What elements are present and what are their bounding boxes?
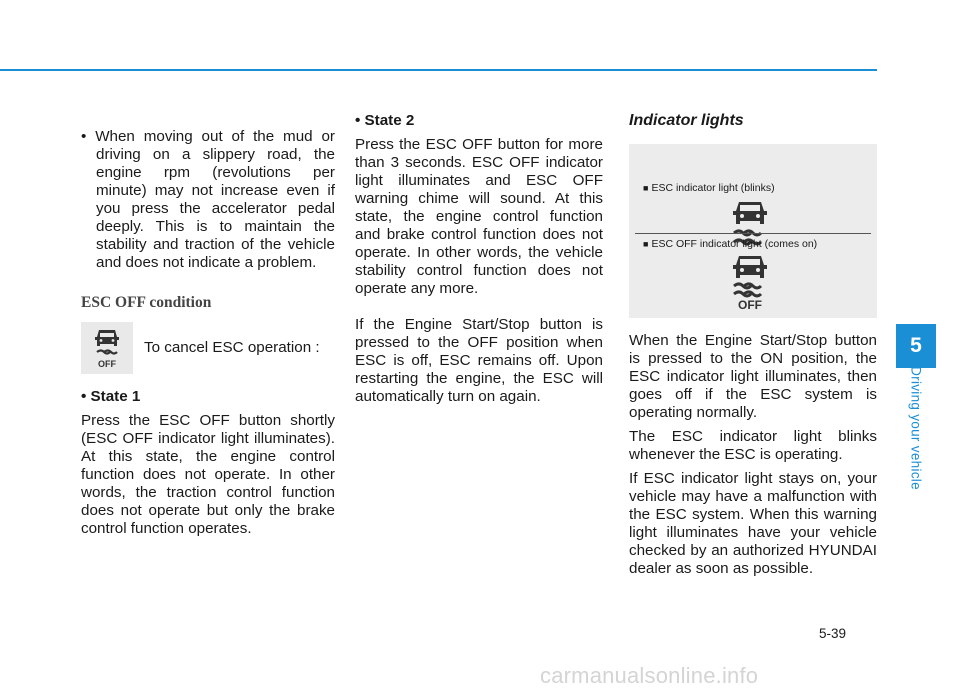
label-blinks bbox=[643, 182, 775, 194]
column-3 bbox=[629, 112, 877, 578]
watermark: carmanualsonline.info bbox=[540, 663, 759, 688]
off-label: OFF bbox=[98, 359, 116, 369]
indicator-para-1: When the Engine Start/Stop button is pressed to the ON position, the ESC indicator light illuminates, then goes off if the ESC system is operating normally. bbox=[629, 332, 877, 421]
bullet-paragraph: • When moving out of the mud or driving on a slippery road, the engine rpm (revolutions per minute) may not increase even if you press the accelerator pedal deeply. This is to maintain the stability and traction of the vehicle and does not indicate a problem. bbox=[81, 128, 335, 271]
esc-off-button-icon bbox=[81, 322, 133, 374]
indicator-box bbox=[629, 144, 877, 318]
off-label: OFF bbox=[738, 298, 762, 312]
header-rule bbox=[0, 69, 877, 71]
state2-title: • State 2 bbox=[355, 112, 415, 129]
square-bullet: ■ bbox=[643, 183, 649, 193]
cancel-instruction: To cancel ESC operation : bbox=[144, 339, 320, 356]
label-on-text: ESC OFF indicator light (comes on) bbox=[651, 238, 818, 250]
restart-text: If the Engine Start/Stop button is pressed to the OFF position when ESC is off, ESC remains off. Upon restarting the engine, the ESC will automatically turn on again. bbox=[355, 316, 603, 405]
label-on bbox=[643, 238, 817, 250]
column-2 bbox=[355, 112, 603, 406]
label-blinks-text: ESC indicator light (blinks) bbox=[651, 182, 775, 194]
chapter-tab: 5 bbox=[896, 324, 936, 368]
state1-text: Press the ESC OFF button shortly (ESC OFF indicator light illuminates). At this state, the engine control function does not operate. In other words, the traction control function does not operate but only the brake control function operates. bbox=[81, 412, 335, 537]
indicator-para-2: The ESC indicator light blinks whenever the ESC is operating. bbox=[629, 428, 877, 463]
state1-title: • State 1 bbox=[81, 388, 141, 405]
column-1 bbox=[81, 128, 335, 538]
indicator-lights-title: Indicator lights bbox=[629, 112, 744, 129]
square-bullet: ■ bbox=[643, 239, 649, 249]
indicator-separator bbox=[635, 233, 871, 234]
esc-off-condition-heading: ESC OFF condition bbox=[81, 294, 212, 311]
chapter-title: Driving your vehicle bbox=[908, 366, 924, 490]
car-skid-icon bbox=[87, 326, 127, 370]
state2-text: Press the ESC OFF button for more than 3 seconds. ESC OFF indicator light illuminates and ESC OFF warning chime will sound. At this state, the engine control function and brake control function does not operate. In other words, the vehicle stability control function does not operate any more. bbox=[355, 136, 603, 297]
state1-title-text: State 1 bbox=[90, 388, 141, 405]
cancel-row bbox=[81, 322, 335, 374]
esc-off-indicator-icon bbox=[724, 254, 776, 312]
state2-title-text: State 2 bbox=[364, 112, 415, 129]
page-number: 5-39 bbox=[819, 626, 847, 641]
indicator-para-3: If ESC indicator light stays on, your vehicle may have a malfunction with the ESC system. When this warning light illuminates have your vehicle checked by an authorized HYUNDAI dealer as soon as possible. bbox=[629, 470, 877, 577]
bullet-text: When moving out of the mud or driving on a slippery road, the engine rpm (revolutions per minute) may not increase even if you press the accelerator pedal deeply. This is to maintain the stability and traction of the vehicle and does not indicate a problem. bbox=[95, 128, 335, 271]
